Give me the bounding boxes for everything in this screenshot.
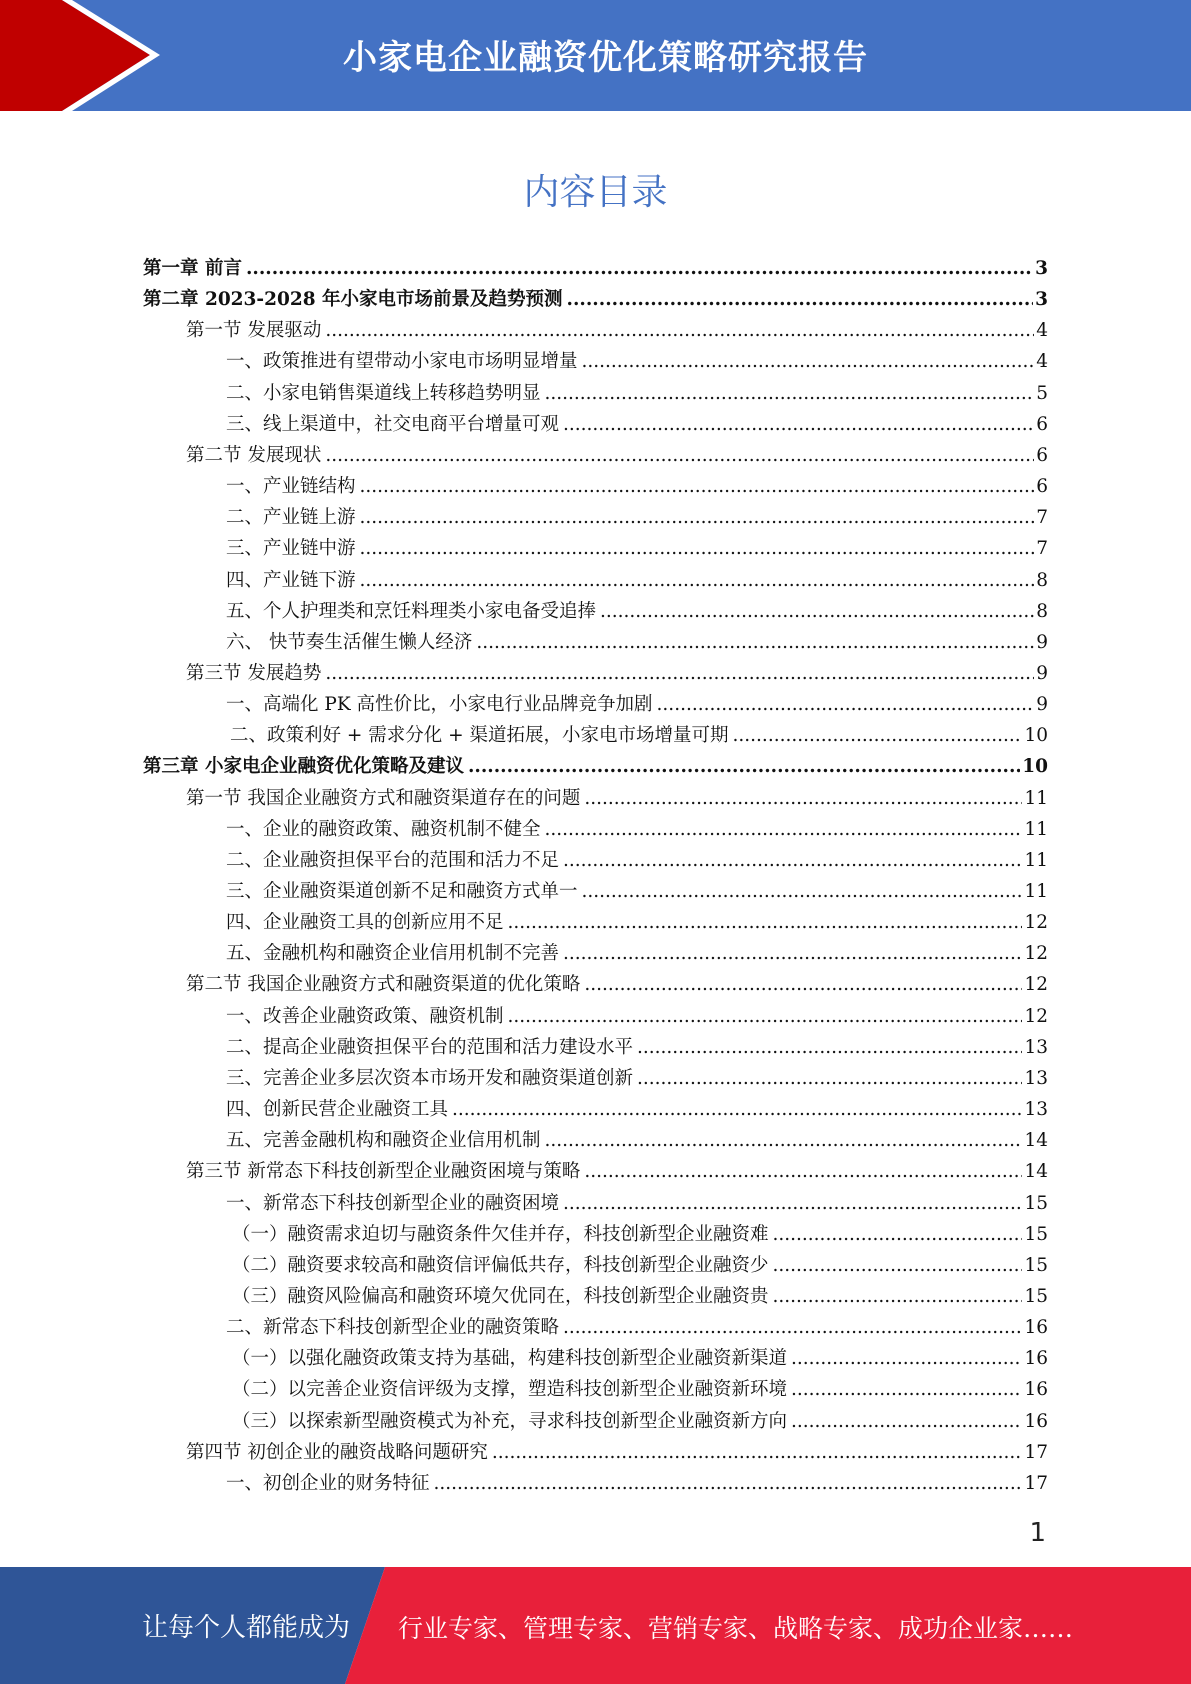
toc-leader-dots xyxy=(452,1094,1022,1125)
toc-entry-page: 11 xyxy=(1024,881,1048,902)
toc-entry-label: 第一节 我国企业融资方式和融资渠道存在的问题 xyxy=(186,787,581,809)
toc-entry-page: 10 xyxy=(1024,725,1048,747)
toc-leader-dots xyxy=(325,440,1034,471)
toc-leader-dots xyxy=(468,751,1020,782)
toc-leader-dots xyxy=(360,502,1035,533)
toc-entry[interactable] xyxy=(232,1281,1048,1312)
toc-entry-label: 三、线上渠道中，社交电商平台增量可观 xyxy=(226,413,560,435)
toc-entry-page: 16 xyxy=(1024,1348,1048,1370)
toc-entry-label: 二、企业融资担保平台的范围和活力不足 xyxy=(226,849,560,871)
toc-entry-label: （一）融资需求迫切与融资条件欠佳并存，科技创新型企业融资难 xyxy=(232,1223,769,1245)
toc-entry-page: 13 xyxy=(1024,1036,1048,1058)
toc-entry-label: 第二节 发展现状 xyxy=(186,444,322,466)
toc-entry[interactable] xyxy=(226,1188,1048,1219)
toc-entry-label: （一）以强化融资政策支持为基础，构建科技创新型企业融资新渠道 xyxy=(232,1348,788,1370)
toc-entry[interactable] xyxy=(226,1032,1048,1063)
toc-leader-dots xyxy=(360,533,1035,564)
toc-entry-label: 二、提高企业融资担保平台的范围和活力建设水平 xyxy=(226,1036,634,1058)
toc-entry[interactable] xyxy=(232,1250,1048,1281)
toc-leader-dots xyxy=(563,938,1022,969)
toc-entry-page: 4 xyxy=(1036,351,1048,373)
toc-leader-dots xyxy=(773,1250,1023,1281)
toc-leader-dots xyxy=(733,720,1023,751)
toc-entry[interactable] xyxy=(186,658,1048,689)
toc-entry[interactable] xyxy=(143,284,1048,315)
toc-entry-label: 一、高端化 PK 高性价比，小家电行业品牌竞争加剧 xyxy=(226,694,653,716)
toc-entry-page: 6 xyxy=(1036,476,1048,498)
toc-entry-label: 一、企业的融资政策、融资机制不健全 xyxy=(226,818,541,840)
toc-entry-page: 14 xyxy=(1024,1161,1048,1183)
toc-entry-label: 二、新常态下科技创新型企业的融资策略 xyxy=(226,1317,560,1339)
toc-entry-page: 3 xyxy=(1035,289,1048,311)
toc-entry-label: 一、新常态下科技创新型企业的融资困境 xyxy=(226,1192,560,1214)
toc-leader-dots xyxy=(476,627,1034,658)
toc-leader-dots xyxy=(600,596,1034,627)
toc-entry-label: 一、改善企业融资政策、融资机制 xyxy=(226,1005,504,1027)
toc-entry[interactable] xyxy=(226,907,1048,938)
toc-entry-label: 第四节 初创企业的融资战略问题研究 xyxy=(186,1441,488,1463)
toc-entry[interactable] xyxy=(226,1468,1048,1499)
toc-entry-page: 13 xyxy=(1024,1067,1048,1089)
toc-entry-label: 第一节 发展驱动 xyxy=(186,320,322,342)
toc-entry-label: （三）以探索新型融资模式为补充，寻求科技创新型企业融资新方向 xyxy=(232,1410,788,1432)
toc-entry[interactable] xyxy=(186,440,1048,471)
toc-entry-page: 13 xyxy=(1024,1099,1048,1121)
toc-entry-page: 17 xyxy=(1024,1441,1048,1463)
toc-entry-page: 11 xyxy=(1024,849,1048,871)
toc-entry-label: （三）融资风险偏高和融资环境欠优同在，科技创新型企业融资贵 xyxy=(232,1285,769,1307)
toc-entry-label: 二、政策利好 + 需求分化 + 渠道拓展，小家电市场增量可期 xyxy=(230,725,729,747)
toc-entry[interactable] xyxy=(186,969,1048,1000)
toc-leader-dots xyxy=(360,565,1035,596)
toc-leader-dots xyxy=(791,1343,1022,1374)
toc-leader-dots xyxy=(563,845,1022,876)
toc-entry-page: 12 xyxy=(1024,943,1048,965)
toc-entry[interactable] xyxy=(226,565,1048,596)
report-title: 小家电企业融资优化策略研究报告 xyxy=(343,38,868,78)
toc-leader-dots xyxy=(773,1281,1023,1312)
toc-entry-label: 第三节 发展趋势 xyxy=(186,662,322,684)
toc-leader-dots xyxy=(657,689,1035,720)
toc-entry-page: 17 xyxy=(1024,1472,1048,1494)
toc-leader-dots xyxy=(582,346,1035,377)
toc-entry-page: 16 xyxy=(1024,1317,1048,1339)
toc-leader-dots xyxy=(508,1001,1023,1032)
toc-entry-label: 第三节 新常态下科技创新型企业融资困境与策略 xyxy=(186,1161,581,1183)
toc-leader-dots xyxy=(637,1032,1022,1063)
toc-entry-page: 15 xyxy=(1024,1254,1048,1276)
toc-entry[interactable] xyxy=(226,845,1048,876)
toc-entry[interactable] xyxy=(226,689,1048,720)
toc-leader-dots xyxy=(563,1312,1022,1343)
toc-entry-page: 9 xyxy=(1036,694,1048,716)
toc-entry[interactable] xyxy=(226,1125,1048,1156)
toc-entry-page: 12 xyxy=(1024,1005,1048,1027)
toc-entry-page: 9 xyxy=(1036,662,1048,684)
toc-entry-page: 12 xyxy=(1024,912,1048,934)
toc-entry-page: 11 xyxy=(1024,787,1048,809)
toc-leader-dots xyxy=(563,409,1034,440)
toc-entry-page: 6 xyxy=(1036,444,1048,466)
toc-entry[interactable] xyxy=(226,814,1048,845)
toc-entry[interactable] xyxy=(226,938,1048,969)
toc-entry[interactable] xyxy=(226,627,1048,658)
toc-entry[interactable] xyxy=(232,1219,1048,1250)
toc-entry[interactable] xyxy=(143,751,1048,782)
toc-entry-label: 第二节 我国企业融资方式和融资渠道的优化策略 xyxy=(186,974,581,996)
footer-banner xyxy=(0,1567,1191,1684)
toc-entry-label: 五、完善金融机构和融资企业信用机制 xyxy=(226,1130,541,1152)
toc-entry[interactable] xyxy=(226,471,1048,502)
toc-leader-dots xyxy=(584,783,1022,814)
toc-entry-label: 四、企业融资工具的创新应用不足 xyxy=(226,912,504,934)
toc-entry[interactable] xyxy=(230,720,1048,751)
toc-entry-label: 四、创新民营企业融资工具 xyxy=(226,1099,449,1121)
toc-leader-dots xyxy=(582,876,1023,907)
header-banner xyxy=(0,0,1191,111)
toc-entry-label: 第一章 前言 xyxy=(143,258,242,279)
toc-entry-page: 12 xyxy=(1024,974,1048,996)
toc-entry-page: 15 xyxy=(1024,1285,1048,1307)
toc-entry-label: 二、产业链上游 xyxy=(226,507,356,529)
toc-entry-page: 6 xyxy=(1036,413,1048,435)
toc-leader-dots xyxy=(508,907,1023,938)
toc-leader-dots xyxy=(791,1374,1022,1405)
toc-entry-label: 三、完善企业多层次资本市场开发和融资渠道创新 xyxy=(226,1067,634,1089)
toc-entry-page: 4 xyxy=(1036,320,1048,342)
toc-entry-page: 10 xyxy=(1022,756,1048,778)
toc-entry-label: 二、小家电销售渠道线上转移趋势明显 xyxy=(226,382,541,404)
toc-leader-dots xyxy=(773,1219,1023,1250)
toc-entry[interactable] xyxy=(226,1094,1048,1125)
toc-entry[interactable] xyxy=(226,378,1048,409)
toc-entry[interactable] xyxy=(186,315,1048,346)
toc-entry-label: 第三章 小家电企业融资优化策略及建议 xyxy=(143,756,464,778)
toc-entry-label: 四、产业链下游 xyxy=(226,569,356,591)
toc-entry[interactable] xyxy=(232,1374,1048,1405)
toc-heading: 内容目录 xyxy=(523,172,668,213)
footer-slogan-left: 让每个人都能成为 xyxy=(142,1613,351,1643)
footer-slogan-right: 行业专家、管理专家、营销专家、战略专家、成功企业家…… xyxy=(398,1614,1074,1643)
toc-entry-page: 8 xyxy=(1036,600,1048,622)
toc-entry-label: 三、企业融资渠道创新不足和融资方式单一 xyxy=(226,881,578,902)
toc-leader-dots xyxy=(563,1188,1022,1219)
toc-leader-dots xyxy=(545,1125,1023,1156)
toc-entry[interactable] xyxy=(226,533,1048,564)
toc-entry[interactable] xyxy=(226,1312,1048,1343)
toc-leader-dots xyxy=(637,1063,1022,1094)
toc-leader-dots xyxy=(791,1406,1022,1437)
toc-leader-dots xyxy=(246,253,1033,284)
toc-entry-label: 五、金融机构和融资企业信用机制不完善 xyxy=(226,943,560,965)
toc-leader-dots xyxy=(434,1468,1023,1499)
toc-entry-page: 16 xyxy=(1024,1410,1048,1432)
toc-entry[interactable] xyxy=(226,596,1048,627)
toc-entry-label: 一、产业链结构 xyxy=(226,476,356,498)
toc-entry[interactable] xyxy=(226,1001,1048,1032)
toc-entry[interactable] xyxy=(226,346,1048,377)
toc-leader-dots xyxy=(545,814,1023,845)
toc-entry-label: 三、产业链中游 xyxy=(226,538,356,560)
toc-leader-dots xyxy=(325,315,1034,346)
toc-entry[interactable] xyxy=(226,409,1048,440)
toc-entry-page: 14 xyxy=(1024,1130,1048,1152)
toc-entry-page: 15 xyxy=(1024,1223,1048,1245)
toc-entry-label: （二）融资要求较高和融资信评偏低共存，科技创新型企业融资少 xyxy=(232,1254,769,1276)
toc-entry[interactable] xyxy=(226,502,1048,533)
toc-entry-label: 一、政策推进有望带动小家电市场明显增量 xyxy=(226,351,578,373)
toc-entry[interactable] xyxy=(226,876,1048,907)
toc-entry[interactable] xyxy=(186,783,1048,814)
toc-leader-dots xyxy=(360,471,1035,502)
toc-leader-dots xyxy=(584,1156,1022,1187)
toc-leader-dots xyxy=(584,969,1022,1000)
page-number: 1 xyxy=(1029,1518,1046,1548)
toc-entry-label: （二）以完善企业资信评级为支撑，塑造科技创新型企业融资新环境 xyxy=(232,1379,788,1401)
toc-leader-dots xyxy=(492,1437,1023,1468)
toc-entry-page: 8 xyxy=(1036,569,1048,591)
toc-entry[interactable] xyxy=(232,1406,1048,1437)
toc-entry[interactable] xyxy=(143,253,1048,284)
toc-entry-page: 3 xyxy=(1035,258,1048,279)
toc-entry-page: 7 xyxy=(1036,538,1048,560)
toc-entry-page: 5 xyxy=(1036,382,1048,404)
toc-entry-label: 第二章 2023-2028 年小家电市场前景及趋势预测 xyxy=(143,289,563,311)
toc-entry-page: 15 xyxy=(1024,1192,1048,1214)
toc-entry-page: 9 xyxy=(1036,631,1048,653)
toc-entry-page: 7 xyxy=(1036,507,1048,529)
toc-entry[interactable] xyxy=(226,1063,1048,1094)
toc-leader-dots xyxy=(325,658,1034,689)
toc-entry-page: 16 xyxy=(1024,1379,1048,1401)
toc-leader-dots xyxy=(567,284,1034,315)
toc-entry-page: 11 xyxy=(1024,818,1048,840)
toc-leader-dots xyxy=(545,378,1035,409)
toc-entry[interactable] xyxy=(186,1437,1048,1468)
toc-entry-label: 一、初创企业的财务特征 xyxy=(226,1472,430,1494)
toc-entry[interactable] xyxy=(232,1343,1048,1374)
toc-entry[interactable] xyxy=(186,1156,1048,1187)
toc-entry-label: 五、个人护理类和烹饪料理类小家电备受追捧 xyxy=(226,600,597,622)
toc-entry-label: 六、 快节奏生活催生懒人经济 xyxy=(226,631,473,653)
